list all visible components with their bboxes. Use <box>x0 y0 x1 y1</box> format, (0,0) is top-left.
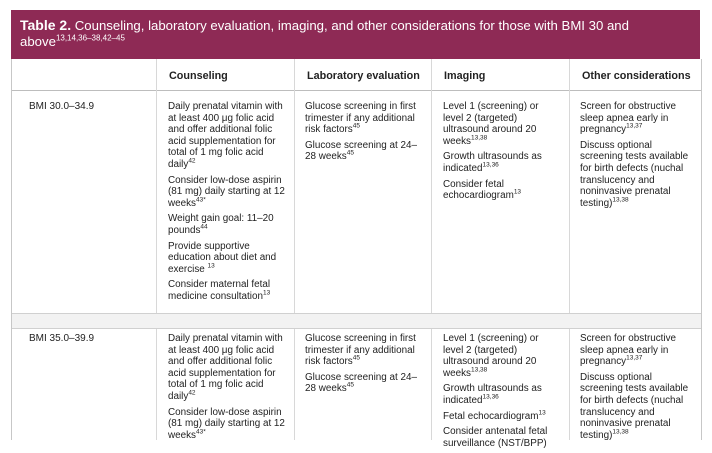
table <box>11 59 702 449</box>
list-item: Growth ultrasounds as indicated$^{13,36}$ <box>443 383 542 406</box>
list-item: Glucose screening in first trimester if any additional risk factors$^{45}$ <box>305 333 416 368</box>
list-item: Screen for obstructive sleep apnea early in pregnancy$^{13,37}$ <box>580 333 677 368</box>
table-title-refs: 13,14,36–38,42–45 <box>55 33 125 43</box>
row2-lab-cell <box>305 333 423 399</box>
row1-other-cell <box>580 101 692 213</box>
list-item: Glucose screening at 24–28 weeks$^{45}$ <box>305 371 417 395</box>
column-divider <box>431 59 432 440</box>
row1-imaging-cell <box>443 101 557 206</box>
list-item: Level 1 (screening) or level 2 (targeted) ultrasound around 20 weeks$^{13,38}$ <box>443 101 539 147</box>
list-item: Discuss optional screening tests available for birth defects (nuchal translucency and noninvasive prenatal testing)$^{13,38}$ <box>580 139 689 209</box>
header-imaging: Imaging <box>444 70 486 82</box>
row2-counseling-cell <box>168 333 285 445</box>
list-item: Provide supportive education about diet and exercise $^{13}$ <box>168 240 277 275</box>
list-item: Level 1 (screening) or level 2 (targeted) ultrasound around 20 weeks$^{13,38}$ <box>443 333 539 379</box>
column-divider <box>294 59 295 440</box>
list-item: Screen for obstructive sleep apnea early in pregnancy$^{13,37}$ <box>580 101 677 136</box>
row1-counseling-cell <box>168 101 285 307</box>
table-label: Table 2. <box>20 17 72 33</box>
header-laboratory-evaluation: Laboratory evaluation <box>307 70 420 82</box>
list-item: Glucose screening at 24–28 weeks$^{45}$ <box>305 139 417 163</box>
table-title-text: Counseling, laboratory evaluation, imaging, and other considerations for those with BMI 30 and above <box>20 18 629 49</box>
column-divider <box>569 59 570 440</box>
row-separator <box>12 313 701 329</box>
list-item: Daily prenatal vitamin with at least 400 μg folic acid and offer additional folic acid supplementation for total of 1 mg folic acid daily$^{42}$ <box>168 333 283 402</box>
list-item: Consider low-dose aspirin (81 mg) daily starting at 12 weeks$^{43*}$ <box>168 174 285 209</box>
list-item: Glucose screening in first trimester if any additional risk factors$^{45}$ <box>305 101 416 136</box>
row-label-bmi-30: BMI 30.0–34.9 <box>29 101 95 112</box>
row2-other-cell <box>580 333 692 445</box>
row1-lab-cell <box>305 101 423 167</box>
list-item: Consider low-dose aspirin (81 mg) daily starting at 12 weeks$^{43*}$ <box>168 406 285 441</box>
table-header <box>12 59 701 91</box>
list-item: Growth ultrasounds as indicated$^{13,36}$ <box>443 151 542 174</box>
header-other-considerations: Other considerations <box>582 70 691 82</box>
table-title <box>11 10 700 59</box>
list-item: Daily prenatal vitamin with at least 400 μg folic acid and offer additional folic acid supplementation for total of 1 mg folic acid daily$^{42}$ <box>168 101 283 170</box>
column-divider <box>156 59 157 440</box>
list-item: Consider fetal echocardiogram$^{13}$ <box>443 178 522 202</box>
header-counseling: Counseling <box>169 70 228 82</box>
list-item: Discuss optional screening tests available for birth defects (nuchal translucency and noninvasive prenatal testing)$^{13,38}$ <box>580 371 689 441</box>
list-item: Weight gain goal: 11–20 pounds$^{44}$ <box>168 213 274 236</box>
list-item: Consider antenatal fetal surveillance (NST/BPP) <box>443 426 548 449</box>
list-item: Consider maternal fetal medicine consultation$^{13}$ <box>168 279 271 302</box>
row-label-bmi-35: BMI 35.0–39.9 <box>29 333 95 344</box>
row2-imaging-cell <box>443 333 557 453</box>
list-item: Fetal echocardiogram$^{13}$ <box>443 409 546 422</box>
